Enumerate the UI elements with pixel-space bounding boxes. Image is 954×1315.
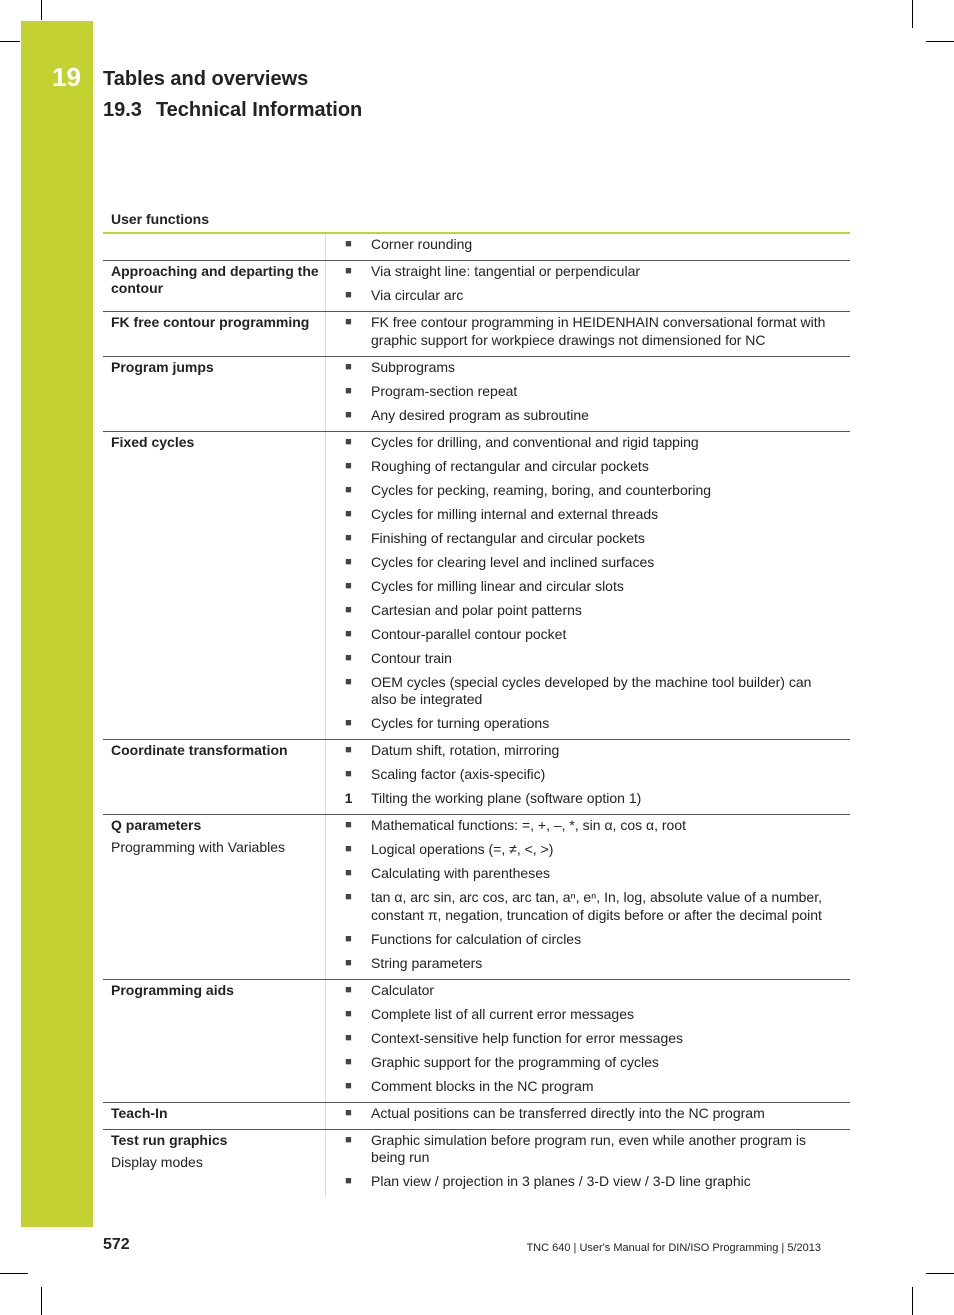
bullet-icon: ■	[345, 956, 352, 969]
list-item	[326, 1054, 850, 1078]
item-text: String parameters	[371, 954, 483, 971]
item-text: Contour train	[371, 649, 452, 666]
row-items	[326, 740, 850, 814]
list-item	[326, 1030, 850, 1054]
item-text: Complete list of all current error messages	[371, 1005, 634, 1022]
bullet-icon: ■	[345, 819, 352, 831]
list-item	[326, 715, 850, 739]
bullet-icon: ■	[345, 531, 352, 544]
bullet-icon: ■	[345, 459, 352, 472]
section-heading	[103, 99, 362, 122]
row-items	[326, 815, 850, 979]
table-row	[103, 312, 850, 357]
item-text: Functions for calculation of circles	[371, 930, 582, 947]
row-label-cell	[103, 234, 326, 260]
row-items	[326, 1130, 850, 1198]
bullet-icon: ■	[345, 265, 352, 277]
table-header-label: User functions	[111, 211, 210, 227]
item-text: Subprograms	[371, 358, 456, 375]
crop-mark	[926, 41, 954, 42]
list-item	[326, 955, 850, 979]
item-text: Scaling factor (axis-specific)	[371, 766, 546, 782]
bullet-icon: ■	[345, 867, 352, 879]
bullet-icon: ■	[345, 408, 352, 421]
item-text: OEM cycles (special cycles developed by the machine tool builder) can also be integrated	[371, 673, 812, 707]
table-row	[103, 980, 850, 1103]
section-number: 19.3	[103, 99, 142, 121]
user-functions-table	[103, 208, 850, 1197]
row-label-cell	[103, 261, 326, 311]
item-text: Corner rounding	[371, 236, 473, 252]
list-item	[326, 1006, 850, 1030]
item-text: Cycles for drilling, and conventional and rigid tapping	[371, 433, 699, 450]
table-row	[103, 357, 850, 432]
list-item	[326, 236, 850, 260]
bullet-icon: ■	[345, 1133, 352, 1146]
list-item	[326, 817, 850, 841]
bullet-icon: ■	[345, 843, 352, 855]
row-sublabel: Programming with Variables	[111, 839, 286, 855]
list-item	[326, 458, 850, 482]
crop-mark	[0, 41, 20, 42]
row-label: Test run graphics	[111, 1131, 228, 1148]
table-header	[103, 208, 850, 234]
list-item	[326, 530, 850, 554]
list-item	[326, 1173, 850, 1197]
list-item	[326, 790, 850, 814]
table-row	[103, 234, 850, 261]
row-label-cell	[103, 1103, 326, 1129]
section-title: Technical Information	[155, 99, 363, 121]
list-item	[326, 314, 850, 356]
bullet-icon: ■	[345, 1079, 352, 1092]
row-sublabel: Display modes	[111, 1153, 203, 1170]
item-text: Cycles for milling internal and external threads	[371, 505, 659, 522]
bullet-icon: ■	[345, 603, 352, 616]
list-item	[326, 554, 850, 578]
crop-mark	[41, 0, 42, 20]
bullet-icon: ■	[345, 289, 352, 301]
list-item	[326, 578, 850, 602]
bullet-icon: ■	[345, 1106, 352, 1119]
list-item	[326, 650, 850, 674]
list-item	[326, 674, 850, 716]
list-item	[326, 506, 850, 530]
row-items	[326, 980, 850, 1102]
chapter-number: 19	[52, 62, 81, 92]
row-label: Program jumps	[111, 358, 214, 375]
list-item	[326, 359, 850, 383]
list-item	[326, 889, 850, 931]
item-text: Calculator	[371, 981, 435, 998]
crop-mark	[926, 1273, 954, 1274]
list-item	[326, 841, 850, 865]
item-text: Via circular arc	[371, 287, 464, 303]
item-text: Datum shift, rotation, mirroring	[371, 742, 560, 758]
item-text: Cycles for milling linear and circular slots	[371, 577, 624, 594]
list-item	[326, 407, 850, 431]
bullet-icon: ■	[345, 507, 352, 520]
list-item	[326, 263, 850, 287]
bullet-icon: ■	[345, 675, 352, 688]
list-item	[326, 1132, 850, 1174]
row-label: Teach-In	[111, 1104, 168, 1121]
row-items	[326, 312, 850, 356]
page-number: 572	[103, 1236, 130, 1253]
bullet-icon: ■	[345, 627, 352, 640]
table-row	[103, 432, 850, 741]
bullet-icon: ■	[345, 384, 352, 397]
item-text: Calculating with parentheses	[371, 865, 550, 881]
table-row	[103, 815, 850, 980]
chapter-sidebar	[21, 21, 93, 1227]
bullet-icon: ■	[345, 435, 352, 448]
bullet-icon: ■	[345, 316, 352, 328]
item-text: Graphic simulation before program run, even while another program is being run	[371, 1131, 806, 1165]
bullet-icon: ■	[345, 744, 352, 756]
list-item	[326, 766, 850, 790]
row-label-cell	[103, 740, 326, 814]
item-text: Plan view / projection in 3 planes / 3-D view / 3-D line graphic	[371, 1173, 751, 1189]
bullet-icon: ■	[345, 717, 352, 729]
bullet-icon: ■	[345, 1055, 352, 1068]
row-label: FK free contour programming	[111, 314, 310, 330]
bullet-icon: ■	[345, 651, 352, 664]
row-items	[326, 1103, 850, 1129]
bullet-icon: ■	[345, 1175, 352, 1187]
software-option-marker: 1	[344, 790, 353, 806]
item-text: Program-section repeat	[371, 382, 518, 399]
item-text: Tilting the working plane (software option 1)	[371, 790, 642, 806]
table-row	[103, 261, 850, 312]
list-item	[326, 287, 850, 311]
list-item	[326, 626, 850, 650]
item-text: Context-sensitive help function for error messages	[371, 1029, 684, 1046]
row-items	[326, 234, 850, 260]
item-text: FK free contour programming in HEIDENHAIN conversational format with graphic support for workpiece drawings not dimensioned for NC	[371, 314, 826, 348]
item-text: tan α, arc sin, arc cos, arc tan, aⁿ, eⁿ, In, log, absolute value of a number, constant π, negation, truncation of digits before or after the decimal point	[371, 889, 822, 923]
crop-mark	[912, 0, 913, 28]
item-text: Graphic support for the programming of cycles	[371, 1053, 659, 1070]
crop-mark	[912, 1287, 913, 1315]
bullet-icon: ■	[345, 555, 352, 568]
item-text: Contour-parallel contour pocket	[371, 625, 567, 642]
list-item	[326, 931, 850, 955]
list-item	[326, 383, 850, 407]
item-text: Cycles for clearing level and inclined surfaces	[371, 553, 655, 570]
item-text: Finishing of rectangular and circular pockets	[371, 529, 645, 546]
row-label-cell	[103, 357, 326, 431]
item-text: Cycles for turning operations	[371, 715, 550, 731]
item-text: Actual positions can be transferred directly into the NC program	[371, 1104, 765, 1121]
item-text: Comment blocks in the NC program	[371, 1077, 594, 1094]
table-row	[103, 1130, 850, 1198]
row-items	[326, 261, 850, 311]
item-text: Logical operations (=, ≠, <, >)	[371, 841, 554, 857]
item-text: Mathematical functions: =, +, –, *, sin α, cos α, root	[371, 817, 686, 833]
table-body	[103, 234, 850, 1197]
row-label: Q parameters	[111, 817, 202, 833]
footer-text: TNC 640 | User's Manual for DIN/ISO Programming | 5/2013	[526, 1242, 821, 1254]
bullet-icon: ■	[345, 238, 352, 250]
list-item	[326, 602, 850, 626]
list-item	[326, 982, 850, 1006]
row-label: Fixed cycles	[111, 433, 195, 450]
list-item	[326, 865, 850, 889]
bullet-icon: ■	[345, 360, 352, 373]
list-item	[326, 482, 850, 506]
item-text: Cartesian and polar point patterns	[371, 601, 582, 618]
row-label: Approaching and departing the contour	[111, 263, 319, 296]
row-label-cell	[103, 815, 326, 979]
row-label: Programming aids	[111, 981, 234, 998]
row-label-cell	[103, 312, 326, 356]
list-item	[326, 1078, 850, 1102]
list-item	[326, 434, 850, 458]
bullet-icon: ■	[345, 579, 352, 592]
item-text: Roughing of rectangular and circular pockets	[371, 457, 649, 474]
row-items	[326, 357, 850, 431]
bullet-icon: ■	[345, 1031, 352, 1044]
bullet-icon: ■	[345, 932, 352, 945]
crop-mark	[41, 1287, 42, 1315]
list-item	[326, 742, 850, 766]
table-row	[103, 740, 850, 815]
bullet-icon: ■	[345, 1007, 352, 1020]
row-items	[326, 432, 850, 740]
chapter-title: Tables and overviews	[103, 68, 309, 90]
list-item	[326, 1105, 850, 1129]
row-label: Coordinate transformation	[111, 742, 288, 758]
row-label-cell	[103, 980, 326, 1102]
crop-mark	[0, 1273, 28, 1274]
item-text: Any desired program as subroutine	[371, 406, 589, 423]
row-label-cell	[103, 1130, 326, 1198]
bullet-icon: ■	[345, 891, 352, 903]
item-text: Cycles for pecking, reaming, boring, and counterboring	[371, 481, 712, 498]
row-label-cell	[103, 432, 326, 740]
item-text: Via straight line: tangential or perpendicular	[371, 263, 641, 279]
bullet-icon: ■	[345, 983, 352, 996]
table-row	[103, 1103, 850, 1130]
bullet-icon: ■	[345, 768, 352, 780]
bullet-icon: ■	[345, 483, 352, 496]
